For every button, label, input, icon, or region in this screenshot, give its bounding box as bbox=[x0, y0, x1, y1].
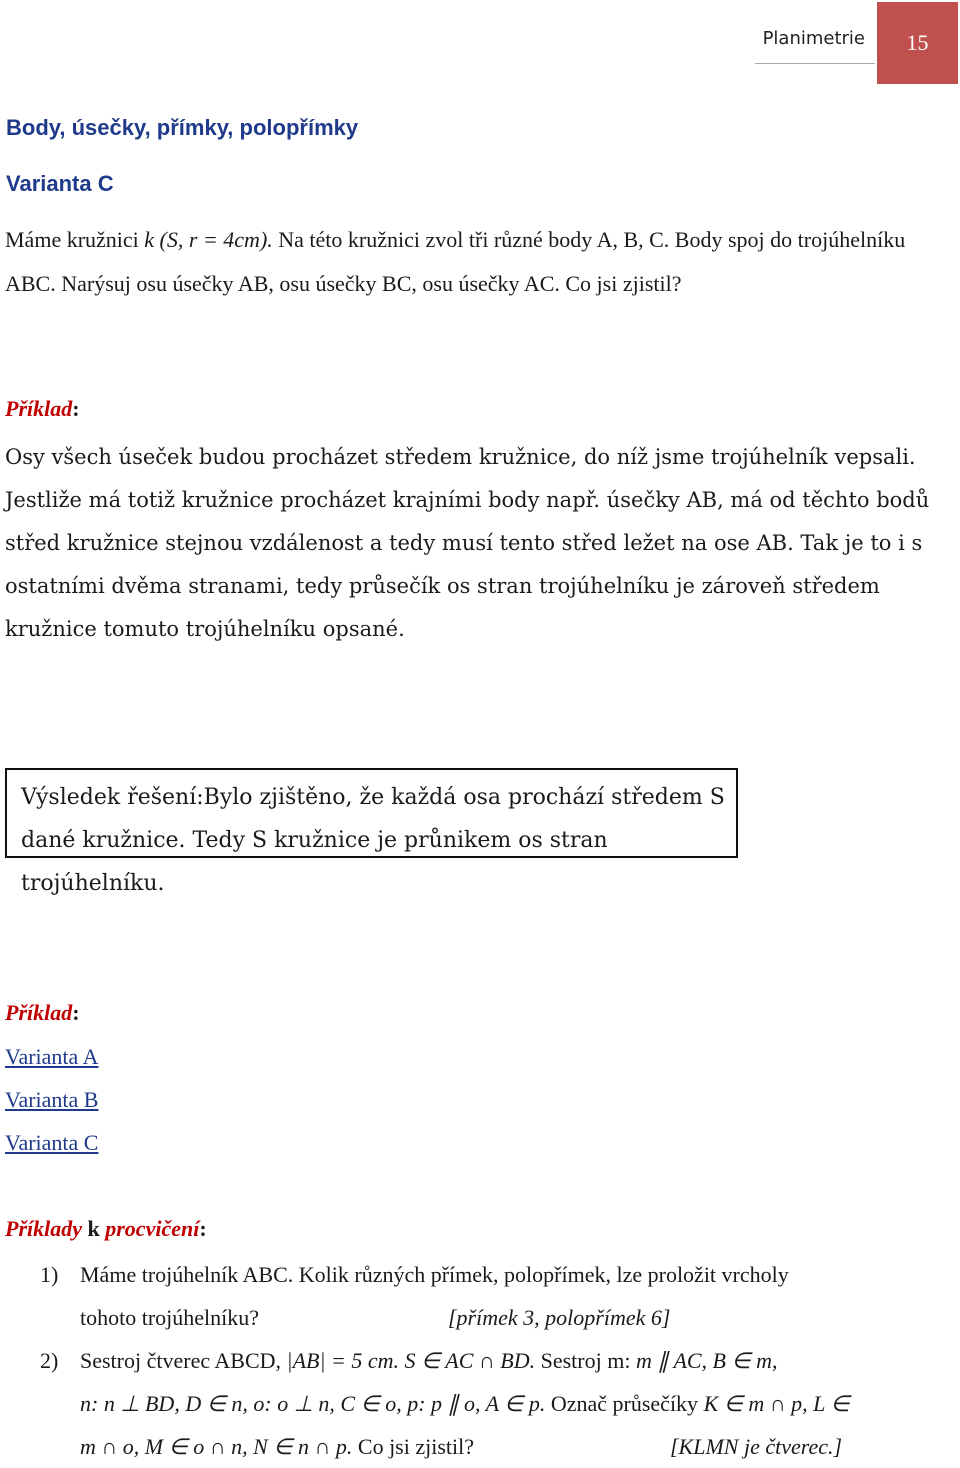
exercise-2-line-1: Sestroj čtverec ABCD, |AB| = 5 cm. S ∈ AC ∩ BD. Sestroj m: m ∥ AC, B ∈ m, bbox=[80, 1348, 778, 1373]
result-box: Výsledek řešení:Bylo zjištěno, že každá osa prochází středem S dané kružnice. Tedy S kružnice je průnikem os stran trojúhelníku. bbox=[5, 768, 738, 858]
practice-colon: : bbox=[199, 1216, 207, 1241]
variant-title: Varianta C bbox=[6, 171, 114, 196]
example-heading-2 bbox=[5, 1000, 80, 1026]
exercise-2-answer: [KLMN je čtverec.] bbox=[670, 1434, 843, 1459]
page-number-badge: 15 bbox=[877, 2, 958, 84]
exercise-2-line-3: m ∩ o, M ∈ o ∩ n, N ∈ n ∩ p. Co jsi zjistil? bbox=[80, 1434, 475, 1459]
exercise-number: 1) bbox=[40, 1262, 59, 1287]
intro-math: k (S, r = 4cm). bbox=[144, 227, 273, 252]
exercise-2-line-2: n: n ⊥ BD, D ∈ n, o: o ⊥ n, C ∈ o, p: p ∥ o, A ∈ p. Označ průsečíky K ∈ m ∩ p, L ∈ bbox=[80, 1391, 850, 1416]
variant-link-a[interactable]: Varianta A bbox=[5, 1044, 99, 1069]
example-heading bbox=[5, 396, 80, 422]
running-header-title: Planimetrie bbox=[762, 28, 865, 49]
intro-text-1: Máme kružnici bbox=[5, 227, 145, 252]
example-label: Příklad bbox=[5, 396, 73, 421]
section-title: Body, úsečky, přímky, polopřímky bbox=[6, 115, 359, 140]
header-rule bbox=[755, 63, 875, 64]
intro-paragraph bbox=[5, 218, 955, 306]
variant-link-b[interactable]: Varianta B bbox=[5, 1087, 99, 1112]
exercise-1 bbox=[40, 1253, 940, 1343]
exercise-number: 2) bbox=[40, 1348, 59, 1373]
practice-word-3: procvičení bbox=[105, 1216, 200, 1241]
example-colon-2: : bbox=[72, 1000, 80, 1025]
example-colon: : bbox=[72, 396, 80, 421]
practice-word-2: k bbox=[82, 1216, 106, 1241]
exercise-1-answer: [přímek 3, polopřímek 6] bbox=[448, 1305, 671, 1330]
intro-text-2: Na této kružnici zvol tři různé body A, B, C. Body spoj do trojúhelníku ABC. Narýsuj osu úsečky AB, osu úsečky BC, osu úsečky AC. Co jsi zjistil? bbox=[5, 227, 906, 296]
practice-word-1: Příklady bbox=[5, 1216, 82, 1241]
example-label-2: Příklad bbox=[5, 1000, 73, 1025]
practice-heading bbox=[5, 1216, 207, 1242]
exercise-2 bbox=[40, 1339, 940, 1463]
variant-link-c[interactable]: Varianta C bbox=[5, 1130, 99, 1155]
solution-paragraph: Osy všech úseček budou procházet středem kružnice, do níž jsme trojúhelník vepsali. Jestliže má totiž kružnice procházet krajními body např. úsečky AB, má od těchto bodů střed kružnice stejnou vzdálenost a tedy musí tento střed ležet na ose AB. Tak je to i s ostatními dvěma stranami, tedy průsečík os stran trojúhelníku je zároveň středem kružnice tomuto trojúhelníku opsané. bbox=[5, 445, 930, 641]
exercise-1-line-1: Máme trojúhelník ABC. Kolik různých přímek, polopřímek, lze proložit vrcholy bbox=[80, 1262, 789, 1287]
exercise-1-line-2: tohoto trojúhelníku? bbox=[80, 1305, 260, 1330]
